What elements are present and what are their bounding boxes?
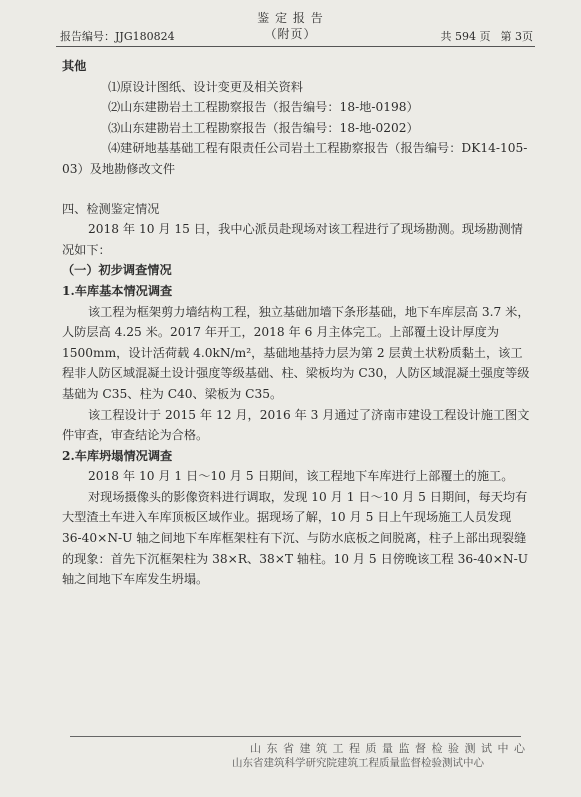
- report-number: 报告编号：JJG180824: [60, 30, 175, 43]
- footer-org-line1: 山 东 省 建 筑 工 程 质 量 监 督 检 验 测 试 中 心: [250, 742, 526, 755]
- report-subtitle: （附页）: [264, 27, 317, 41]
- part-title: 2.车库坍塌情况调查: [62, 448, 173, 463]
- section-title: 四、检测鉴定情况: [62, 201, 160, 216]
- page-number: 第 3页: [500, 30, 533, 43]
- report-body: [62, 56, 532, 590]
- subsection-title: （一）初步调查情况: [62, 263, 172, 278]
- basis-item: ⑴原设计图纸、设计变更及相关资料: [108, 79, 303, 94]
- paragraph: 该工程设计于 2015 年 12 月，2016 年 3 月通过了济南市建设工程设计施工图文件审查，审查结论为合格。: [62, 407, 530, 443]
- page-header: [0, 6, 581, 50]
- basis-item: ⑵山东建勘岩土工程勘察报告（报告编号：18-地-0198）: [108, 100, 419, 115]
- page-counter: [431, 28, 534, 44]
- total-pages: 共 594 页: [440, 30, 491, 43]
- page-footer: [0, 736, 581, 776]
- spacer: [62, 180, 532, 199]
- footer-divider: [70, 736, 521, 737]
- section-intro: 2018 年 10 月 15 日，我中心派员赴现场对该工程进行了现场勘测。现场勘测情况如下：: [62, 222, 523, 257]
- basis-item: ⑶山东建勘岩土工程勘察报告（报告编号：18-地-0202）: [108, 120, 419, 135]
- report-title: 鉴 定 报 告: [257, 11, 324, 25]
- header-divider: [56, 46, 535, 47]
- paragraph: 该工程为框架剪力墙结构工程，独立基础加墙下条形基础，地下车库层高 3.7 米，人防层高 4.25 米。2017 年开工，2018 年 6 月主体完工。上部覆土设计厚度为 1500mm，设计活荷载 4.0kN/m²，基础地基持力层为第 2 层黄土状粉质黏土，该工程非人防区域混凝土设计强度等级基础、柱、梁板均为 C30，人防区域混凝土强度等级基础为 C35、柱为 C40、梁板为 C35。: [62, 304, 530, 401]
- footer-org-line2: 山东省建筑科学研究院建筑工程质量监督检验测试中心: [232, 757, 484, 769]
- basis-item: ⑷建研地基基础工程有限责任公司岩土工程勘察报告（报告编号：DK14-105-03）及地勘修改文件: [62, 141, 528, 176]
- part-title: 1.车库基本情况调查: [62, 283, 173, 298]
- paragraph: 2018 年 10 月 1 日～10 月 5 日期间，该工程地下车库进行上部覆土的施工。: [88, 469, 514, 484]
- paragraph: 对现场摄像头的影像资料进行调取，发现 10 月 1 日～10 月 5 日期间，每天均有大型渣土车进入车库顶板区域作业。据现场了解，10 月 5 日上午现场施工人员发现 36-40×N-U 轴之间地下车库框架柱有下沉、与防水底板之间脱离，柱子上部出现裂缝的现象：首先下沉框架柱为 38×R、38×T 轴柱。10 月 5 日傍晚该工程 36-40×N-U 轴之间地下车库发生坍塌。: [62, 489, 528, 587]
- basis-title: 其他: [62, 59, 87, 73]
